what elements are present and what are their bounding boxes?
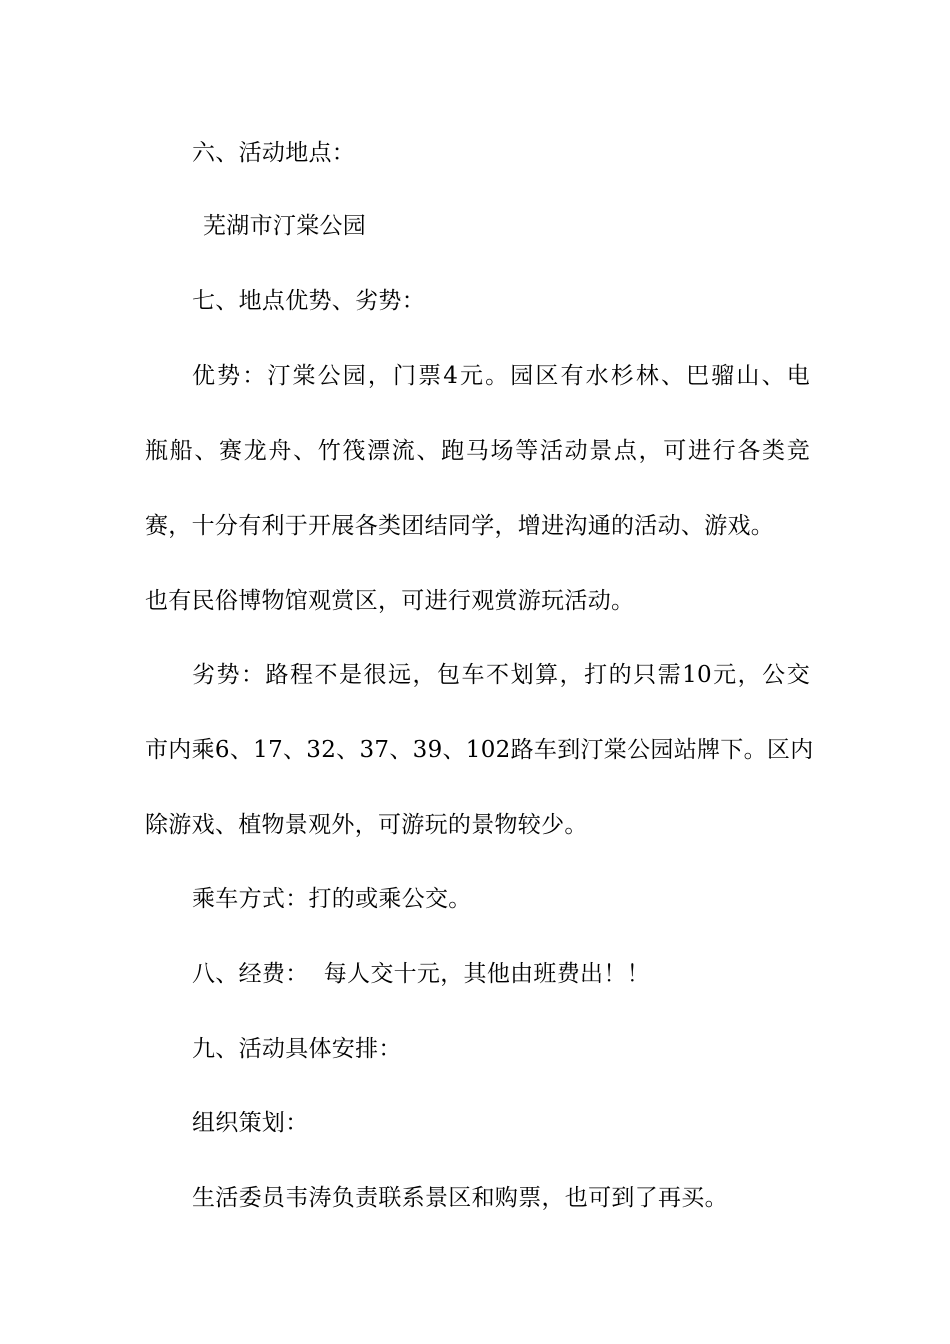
paragraph-line: 瓶船、赛龙舟、竹筏漂流、跑马场等活动景点，可进行各类竞 <box>145 438 810 464</box>
paragraph-line: 劣势：路程不是很远，包车不划算，打的只需10元，公交 <box>192 662 810 688</box>
section-heading-pros-cons: 七、地点优势、劣势： <box>192 288 425 314</box>
paragraph-line: 优势：汀棠公园，门票4元。园区有水杉林、巴骝山、电 <box>192 363 810 389</box>
subheading-organization: 组织策划： <box>192 1110 309 1136</box>
location-text: 芜湖市汀棠公园 <box>203 213 367 239</box>
transport-text: 乘车方式：打的或乘公交。 <box>192 886 472 912</box>
section-heading-location: 六、活动地点： <box>192 140 356 166</box>
paragraph-line: 除游戏、植物景观外，可游玩的景物较少。 <box>145 812 588 838</box>
paragraph-line: 市内乘6、17、32、37、39、102路车到汀棠公园站牌下。区内 <box>145 737 814 763</box>
section-heading-schedule: 九、活动具体安排： <box>192 1036 402 1062</box>
paragraph-line: 赛，十分有利于开展各类团结同学，增进沟通的活动、游戏。 <box>145 513 775 539</box>
paragraph-line: 也有民俗博物馆观赏区，可进行观赏游玩活动。 <box>145 588 635 614</box>
organization-text: 生活委员韦涛负责联系景区和购票，也可到了再买。 <box>192 1185 728 1211</box>
section-heading-budget: 八、经费： 每人交十元，其他由班费出！！ <box>192 961 650 987</box>
